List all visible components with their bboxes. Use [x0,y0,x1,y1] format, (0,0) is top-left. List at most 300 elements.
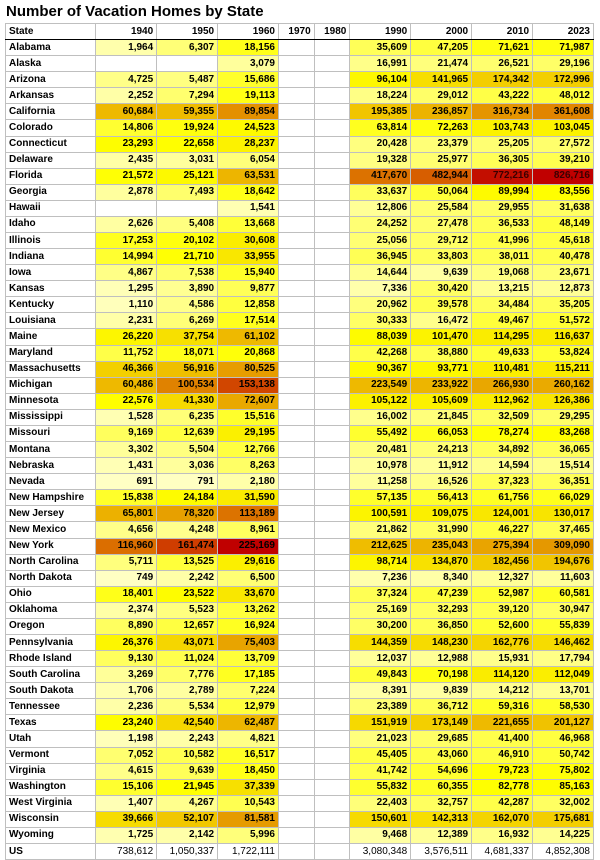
table-row [6,168,594,184]
value-cell: 23,293 [96,136,157,152]
table-row [6,634,594,650]
state-cell: Massachusetts [6,361,96,377]
state-cell: Alabama [6,40,96,56]
state-cell: Kansas [6,281,96,297]
value-cell: 15,686 [218,72,279,88]
value-cell: 21,023 [350,731,411,747]
value-cell [314,699,350,715]
value-cell [278,168,314,184]
value-cell: 72,607 [218,393,279,409]
value-cell: 43,071 [157,634,218,650]
value-cell [278,281,314,297]
value-cell: 100,591 [350,506,411,522]
value-cell: 89,854 [218,104,279,120]
state-cell: Illinois [6,233,96,249]
value-cell: 4,867 [96,265,157,281]
value-cell: 182,456 [472,554,533,570]
value-cell: 4,248 [157,522,218,538]
value-cell: 791 [157,474,218,490]
table-row [6,699,594,715]
value-cell: 36,945 [350,249,411,265]
value-cell: 4,821 [218,731,279,747]
value-cell: 100,534 [157,377,218,393]
value-cell: 14,594 [472,458,533,474]
value-cell: 15,838 [96,490,157,506]
header-row [6,24,594,40]
value-cell: 134,870 [411,554,472,570]
value-cell: 144,359 [350,634,411,650]
value-cell: 52,987 [472,586,533,602]
state-cell: Connecticut [6,136,96,152]
value-cell: 7,224 [218,683,279,699]
value-cell: 45,405 [350,747,411,763]
value-cell: 49,633 [472,345,533,361]
value-cell [278,811,314,827]
value-cell: 17,185 [218,667,279,683]
value-cell: 6,235 [157,409,218,425]
value-cell: 19,113 [218,88,279,104]
value-cell: 15,106 [96,779,157,795]
column-header-year: 2023 [533,24,594,40]
value-cell: 18,156 [218,40,279,56]
value-cell: 29,012 [411,88,472,104]
value-cell: 37,465 [533,522,594,538]
value-cell [314,168,350,184]
value-cell: 7,236 [350,570,411,586]
value-cell: 23,389 [350,699,411,715]
value-cell: 27,572 [533,136,594,152]
value-cell: 103,045 [533,120,594,136]
state-cell: Maryland [6,345,96,361]
value-cell: 29,712 [411,233,472,249]
state-cell: Mississippi [6,409,96,425]
state-cell: Nebraska [6,458,96,474]
state-cell: South Dakota [6,683,96,699]
value-cell: 8,391 [350,683,411,699]
table-row [6,731,594,747]
value-cell [314,56,350,72]
value-cell: 12,979 [218,699,279,715]
value-cell [314,104,350,120]
value-cell: 22,576 [96,393,157,409]
value-cell: 31,638 [533,200,594,216]
value-cell [314,281,350,297]
value-cell: 175,681 [533,811,594,827]
value-cell: 126,386 [533,393,594,409]
value-cell: 21,862 [350,522,411,538]
table-row [6,200,594,216]
table-row [6,297,594,313]
table-row [6,618,594,634]
value-cell: 37,754 [157,329,218,345]
value-cell: 105,122 [350,393,411,409]
value-cell [278,361,314,377]
value-cell: 691 [96,474,157,490]
value-cell: 20,102 [157,233,218,249]
state-cell: New York [6,538,96,554]
value-cell: 30,608 [218,233,279,249]
value-cell: 36,850 [411,618,472,634]
table-row [6,490,594,506]
value-cell: 13,262 [218,602,279,618]
value-cell [314,361,350,377]
value-cell: 21,572 [96,168,157,184]
value-cell [278,667,314,683]
state-cell: Texas [6,715,96,731]
value-cell: 26,220 [96,329,157,345]
value-cell: 14,806 [96,120,157,136]
value-cell [278,104,314,120]
value-cell: 88,039 [350,329,411,345]
table-row [6,570,594,586]
table-row [6,216,594,232]
value-cell: 66,029 [533,490,594,506]
value-cell: 12,858 [218,297,279,313]
table-row [6,667,594,683]
state-cell: New Jersey [6,506,96,522]
value-cell: 25,056 [350,233,411,249]
value-cell: 4,267 [157,795,218,811]
value-cell: 1,110 [96,297,157,313]
value-cell: 12,657 [157,618,218,634]
table-row [6,329,594,345]
value-cell: 41,996 [472,233,533,249]
value-cell: 18,224 [350,88,411,104]
value-cell [278,184,314,200]
value-cell: 63,814 [350,120,411,136]
table-row [6,184,594,200]
value-cell: 20,962 [350,297,411,313]
table-row [6,554,594,570]
value-cell: 52,600 [472,618,533,634]
value-cell: 13,701 [533,683,594,699]
value-cell: 3,890 [157,281,218,297]
value-cell [314,265,350,281]
value-cell: 36,065 [533,442,594,458]
value-cell: 29,295 [533,409,594,425]
value-cell: 266,930 [472,377,533,393]
value-cell: 36,305 [472,152,533,168]
value-cell: 83,556 [533,184,594,200]
state-cell: South Carolina [6,667,96,683]
value-cell: 153,138 [218,377,279,393]
value-cell: 13,525 [157,554,218,570]
value-cell [278,265,314,281]
table-row [6,393,594,409]
state-cell: Washington [6,779,96,795]
value-cell: 2,374 [96,602,157,618]
value-cell: 12,806 [350,200,411,216]
value-cell: 47,205 [411,40,472,56]
value-cell: 3,031 [157,152,218,168]
value-cell: 42,540 [157,715,218,731]
value-cell: 82,778 [472,779,533,795]
value-cell: 13,668 [218,216,279,232]
column-header-year: 1990 [350,24,411,40]
value-cell [314,249,350,265]
value-cell: 32,002 [533,795,594,811]
value-cell: 8,961 [218,522,279,538]
value-cell [278,377,314,393]
value-cell: 62,487 [218,715,279,731]
state-cell: Missouri [6,425,96,441]
value-cell: 7,538 [157,265,218,281]
value-cell: 79,723 [472,763,533,779]
value-cell: 83,268 [533,425,594,441]
value-cell: 9,639 [411,265,472,281]
value-cell: 29,616 [218,554,279,570]
value-cell: 46,366 [96,361,157,377]
state-cell: Utah [6,731,96,747]
value-cell: 46,910 [472,747,533,763]
table-row [6,56,594,72]
state-cell: Wyoming [6,827,96,843]
value-cell: 23,671 [533,265,594,281]
column-header-year: 2000 [411,24,472,40]
value-cell: 14,644 [350,265,411,281]
value-cell: 29,955 [472,200,533,216]
state-cell: Rhode Island [6,651,96,667]
table-row [6,586,594,602]
value-cell: 7,294 [157,88,218,104]
value-cell [278,618,314,634]
value-cell: 36,533 [472,216,533,232]
value-cell: 60,486 [96,377,157,393]
value-cell [314,329,350,345]
value-cell [314,634,350,650]
value-cell [278,843,314,859]
value-cell: 16,932 [472,827,533,843]
value-cell: 162,070 [472,811,533,827]
value-cell: 41,742 [350,763,411,779]
value-cell [278,72,314,88]
value-cell [314,522,350,538]
value-cell [314,184,350,200]
value-cell [278,136,314,152]
value-cell [314,474,350,490]
value-cell: 15,516 [218,409,279,425]
state-cell: New Hampshire [6,490,96,506]
value-cell: 10,543 [218,795,279,811]
value-cell: 42,268 [350,345,411,361]
value-cell [278,634,314,650]
state-cell: Maine [6,329,96,345]
value-cell: 34,484 [472,297,533,313]
value-cell [314,763,350,779]
value-cell: 113,189 [218,506,279,522]
value-cell [314,393,350,409]
value-cell [314,297,350,313]
value-cell: 5,504 [157,442,218,458]
value-cell: 115,211 [533,361,594,377]
value-cell: 17,794 [533,651,594,667]
value-cell: 41,400 [472,731,533,747]
value-cell: 10,582 [157,747,218,763]
state-cell: Georgia [6,184,96,200]
value-cell: 2,142 [157,827,218,843]
value-cell: 101,470 [411,329,472,345]
value-cell: 25,584 [411,200,472,216]
state-cell: Hawaii [6,200,96,216]
value-cell [314,618,350,634]
value-cell: 114,120 [472,667,533,683]
state-cell: Arizona [6,72,96,88]
state-cell: US [6,843,96,859]
value-cell [278,442,314,458]
value-cell: 10,978 [350,458,411,474]
value-cell [278,297,314,313]
value-cell: 5,534 [157,699,218,715]
value-cell: 2,252 [96,88,157,104]
value-cell: 16,924 [218,618,279,634]
value-cell: 48,149 [533,216,594,232]
value-cell: 8,263 [218,458,279,474]
value-cell: 150,601 [350,811,411,827]
value-cell: 32,757 [411,795,472,811]
table-row [6,361,594,377]
value-cell: 60,684 [96,104,157,120]
value-cell: 78,274 [472,425,533,441]
value-cell [278,120,314,136]
value-cell: 7,052 [96,747,157,763]
value-cell: 72,263 [411,120,472,136]
table-row [6,747,594,763]
value-cell: 4,615 [96,763,157,779]
value-cell: 71,987 [533,40,594,56]
value-cell: 66,053 [411,425,472,441]
value-cell: 51,572 [533,313,594,329]
value-cell [278,747,314,763]
value-cell [278,506,314,522]
table-row [6,425,594,441]
value-cell: 172,996 [533,72,594,88]
table-row [6,458,594,474]
value-cell [278,233,314,249]
value-cell: 275,394 [472,538,533,554]
value-cell [278,570,314,586]
value-cell: 225,169 [218,538,279,554]
table-row [6,602,594,618]
value-cell: 35,205 [533,297,594,313]
value-cell: 8,340 [411,570,472,586]
table-row [6,40,594,56]
value-cell: 59,316 [472,699,533,715]
value-cell [314,490,350,506]
value-cell [278,313,314,329]
value-cell: 4,852,308 [533,843,594,859]
value-cell: 75,802 [533,763,594,779]
value-cell: 39,666 [96,811,157,827]
value-cell [314,586,350,602]
state-cell: Minnesota [6,393,96,409]
value-cell: 42,287 [472,795,533,811]
table-row [6,474,594,490]
state-cell: Virginia [6,763,96,779]
state-cell: Oklahoma [6,602,96,618]
value-cell [314,233,350,249]
value-cell: 11,752 [96,345,157,361]
value-cell: 18,401 [96,586,157,602]
value-cell [278,699,314,715]
value-cell: 38,011 [472,249,533,265]
value-cell [314,442,350,458]
value-cell: 2,435 [96,152,157,168]
value-cell: 28,237 [218,136,279,152]
value-cell: 39,120 [472,602,533,618]
state-cell: Colorado [6,120,96,136]
value-cell: 37,339 [218,779,279,795]
value-cell: 81,581 [218,811,279,827]
value-cell: 39,578 [411,297,472,313]
value-cell [314,313,350,329]
value-cell: 37,323 [472,474,533,490]
value-cell: 90,367 [350,361,411,377]
value-cell: 18,642 [218,184,279,200]
value-cell: 7,493 [157,184,218,200]
value-cell [314,409,350,425]
value-cell [278,731,314,747]
value-cell: 41,330 [157,393,218,409]
value-cell: 749 [96,570,157,586]
value-cell: 12,639 [157,425,218,441]
value-cell: 236,857 [411,104,472,120]
value-cell: 55,492 [350,425,411,441]
value-cell: 9,877 [218,281,279,297]
value-cell: 151,919 [350,715,411,731]
value-cell: 43,222 [472,88,533,104]
state-cell: Florida [6,168,96,184]
value-cell: 14,225 [533,827,594,843]
value-cell: 23,522 [157,586,218,602]
value-cell: 1,407 [96,795,157,811]
state-cell: Louisiana [6,313,96,329]
value-cell [278,458,314,474]
state-cell: Indiana [6,249,96,265]
value-cell [278,602,314,618]
value-cell: 361,608 [533,104,594,120]
value-cell: 19,924 [157,120,218,136]
value-cell: 30,947 [533,602,594,618]
value-cell: 161,474 [157,538,218,554]
vacation-homes-table [5,23,594,860]
value-cell: 6,500 [218,570,279,586]
value-cell: 173,149 [411,715,472,731]
value-cell: 53,824 [533,345,594,361]
value-cell: 21,474 [411,56,472,72]
value-cell: 34,892 [472,442,533,458]
value-cell: 89,994 [472,184,533,200]
value-cell [314,795,350,811]
value-cell: 105,609 [411,393,472,409]
value-cell [96,200,157,216]
value-cell: 40,478 [533,249,594,265]
value-cell: 12,037 [350,651,411,667]
value-cell: 20,428 [350,136,411,152]
value-cell: 55,832 [350,779,411,795]
value-cell [314,811,350,827]
value-cell: 1,541 [218,200,279,216]
value-cell: 26,376 [96,634,157,650]
value-cell: 6,307 [157,40,218,56]
value-cell [278,56,314,72]
value-cell: 21,710 [157,249,218,265]
state-cell: Tennessee [6,699,96,715]
value-cell: 12,873 [533,281,594,297]
value-cell: 16,002 [350,409,411,425]
value-cell: 59,355 [157,104,218,120]
state-cell: Montana [6,442,96,458]
column-header-year: 2010 [472,24,533,40]
